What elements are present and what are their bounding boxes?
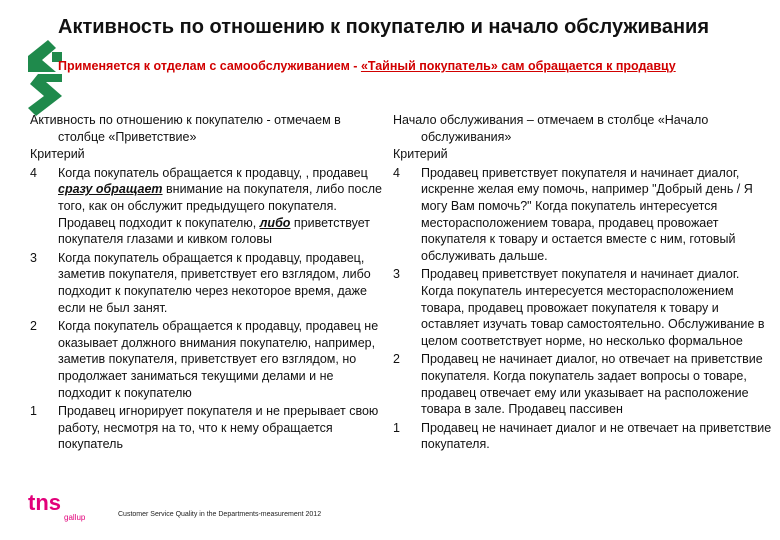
left-row-text: Продавец игнорирует покупателя и не прерывает свою работу, несмотря на то, что к нему обращается покупатель xyxy=(58,404,379,452)
right-row-text: Продавец приветствует покупателя и начинает диалог. Когда покупатель интересуется месторасположением товара, продавец провожает покупателя к товару и оставляет изучать товар самостоятельно. Обслуживание в целом соответствует норме, но несколько формальное xyxy=(421,267,765,348)
right-row xyxy=(393,420,775,453)
footer-text: Customer Service Quality in the Departments-measurement 2012 xyxy=(118,511,322,518)
right-row xyxy=(393,165,775,265)
right-row-number: 1 xyxy=(393,420,400,435)
left-criterion-label: Критерий xyxy=(30,147,85,162)
left-row-number: 1 xyxy=(30,404,37,419)
left-row-text: Когда покупатель обращается к продавцу, продавец, заметив покупателя, приветствует его взглядом, либо подходит к покупателю через некоторое время, даже если не был занят. xyxy=(58,250,371,315)
right-column xyxy=(393,112,775,453)
subtitle-link: «Тайный покупатель» сам обращается к продавцу xyxy=(360,59,676,73)
emphasis-text: сразу обращает xyxy=(58,182,163,197)
left-row xyxy=(30,318,390,401)
right-row-text: Продавец не начинает диалог и не отвечает на приветствие покупателя. xyxy=(421,420,772,452)
emphasis-text: либо xyxy=(259,215,291,230)
right-criterion-label: Критерий xyxy=(393,147,448,162)
page-title: Активность по отношению к покупателю и начало обслуживания xyxy=(58,16,709,38)
right-row xyxy=(393,266,775,349)
right-row xyxy=(393,351,775,417)
left-heading: Активность по отношению к покупателю - отмечаем в столбце «Приветствие» xyxy=(30,113,341,144)
right-row-number: 4 xyxy=(393,165,400,180)
svg-text:tns: tns xyxy=(28,490,61,515)
left-row-text: Когда покупатель обращается к продавцу, , продавец сразу обращает внимание на покупателя, либо после того, как он обслужит предыдущего покупателя. Продавец подходит к покупателю, либо приветствует покупателя глазами и кивком головы xyxy=(58,165,382,247)
right-row-number: 3 xyxy=(393,267,400,282)
left-row-text: Когда покупатель обращается к продавцу, продавец не оказывает должного внимания покупателю, например, заметив покупателя, приветствует его взглядом, но продолжает заниматься текущими делами и не подходит к покупателю xyxy=(58,319,379,400)
right-heading: Начало обслуживания – отмечаем в столбце «Начало обслуживания» xyxy=(393,113,709,144)
left-column xyxy=(30,112,390,453)
left-row xyxy=(30,403,390,453)
left-row xyxy=(30,165,390,248)
right-row-text: Продавец приветствует покупателя и начинает диалог, искренне желая ему помочь, например "Добрый день / Я могу Вам помочь?" Когда покупатель интересуется месторасположением товара, продавец провожает покупателя к товару и остается вместе с ним, готовый обслуживать дальше. xyxy=(421,165,753,263)
left-row-number: 4 xyxy=(30,165,37,180)
left-row-number: 3 xyxy=(30,250,37,265)
tns-gallup-logo-icon xyxy=(28,490,88,522)
left-row xyxy=(30,250,390,316)
right-row-number: 2 xyxy=(393,352,400,367)
subtitle-main: Применяется к отделам с самообслуживанием - xyxy=(58,59,361,73)
left-row-number: 2 xyxy=(30,319,37,334)
svg-text:gallup: gallup xyxy=(64,513,86,522)
right-row-text: Продавец не начинает диалог, но отвечает на приветствие покупателя. Когда покупатель задает вопросы о товаре, продавец отвечает ему или указывает на расположение товара в зале. Продавец пассивен xyxy=(421,352,763,417)
page-subtitle xyxy=(58,58,776,74)
